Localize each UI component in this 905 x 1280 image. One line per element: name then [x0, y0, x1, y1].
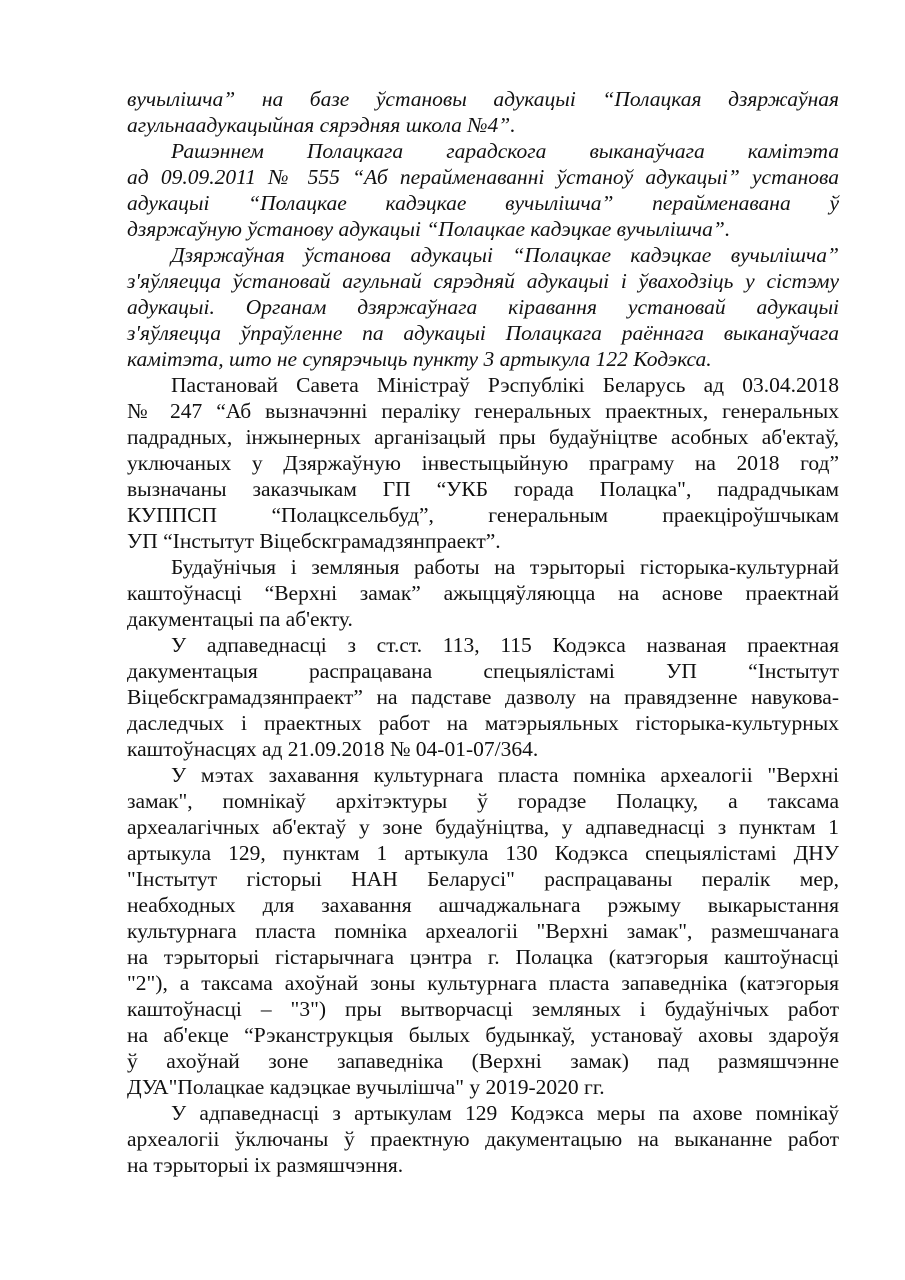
- text-line: археалогіі ўключаны ў праектную дакументацыю на выкананне работ: [127, 1127, 839, 1151]
- text-line: У адпаведнасці з ст.ст. 113, 115 Кодэкса названая праектная: [171, 633, 839, 657]
- text-line: каштоўнасці – "3") пры вытворчасці земляных і будаўнічых работ: [127, 997, 839, 1021]
- text-line: неабходных для захавання ашчаджальнага рэжыму выкарыстання: [127, 893, 839, 917]
- paragraph: [127, 86, 839, 138]
- text-line: на тэрыторыі іх размяшчэння.: [127, 1153, 404, 1177]
- text-line: агульнаадукацыйная сярэдняя школа №4”.: [127, 113, 516, 137]
- text-line: з'яўляецца ўстановай агульнай сярэдняй адукацыі і ўваходзіць у сістэму: [127, 269, 839, 293]
- text-line: камітэта, што не супярэчыць пункту 3 артыкула 122 Кодэкса.: [127, 347, 712, 371]
- text-line: падрадных, інжынерных арганізацый пры будаўніцтве асобных аб'ектаў,: [127, 425, 839, 449]
- text-line: на аб'екце “Рэканструкцыя былых будынкаў, установаў аховы здароўя: [127, 1023, 839, 1047]
- text-line: дакументацыя распрацавана спецыялістамі УП “Інстытут: [127, 659, 839, 683]
- text-line: Рашэннем Полацкага гарадскога выканаўчага камітэта: [171, 139, 839, 163]
- text-line: ў ахоўнай зоне запаведніка (Верхні замак) пад размяшчэнне: [127, 1049, 839, 1073]
- text-line: культурнага пласта помніка археалогіі "Верхні замак", размешчанага: [127, 919, 839, 943]
- text-line: № 247 “Аб вызначэнні пераліку генеральных праектных, генеральных: [127, 399, 839, 423]
- text-line: каштоўнасцях ад 21.09.2018 № 04-01-07/364.: [127, 737, 539, 761]
- paragraph: [127, 762, 839, 1100]
- text-line: У адпаведнасці з артыкулам 129 Кодэкса меры па ахове помнікаў: [171, 1101, 839, 1125]
- text-line: "2"), а таксама ахоўнай зоны культурнага пласта запаведніка (катэгорыя: [127, 971, 839, 995]
- text-line: артыкула 129, пунктам 1 артыкула 130 Кодэкса спецыялістамі ДНУ: [127, 841, 839, 865]
- text-line: Будаўнічыя і земляныя работы на тэрыторыі гісторыка-культурнай: [171, 555, 839, 579]
- text-line: ад 09.09.2011 № 555 “Аб перайменаванні ўстаноў адукацыі” установа: [127, 165, 839, 189]
- text-line: КУППСП “Полацксельбуд”, генеральным праекціроўшчыкам: [127, 503, 839, 527]
- text-line: адукацыі “Полацкае кадэцкае вучылішча” перайменавана ў: [127, 191, 839, 215]
- text-line: Пастановай Савета Міністраў Рэспублікі Беларусь ад 03.04.2018: [171, 373, 839, 397]
- text-line: вызначаны заказчыкам ГП “УКБ горада Полацка", падрадчыкам: [127, 477, 839, 501]
- text-line: Дзяржаўная ўстанова адукацыі “Полацкае кадэцкае вучылішча”: [171, 243, 839, 267]
- text-line: ДУА"Полацкае кадэцкае вучылішча" у 2019-2020 гг.: [127, 1075, 605, 1099]
- paragraph: [127, 372, 839, 554]
- text-line: археалагічных аб'ектаў у зоне будаўніцтва, у адпаведнасці з пунктам 1: [127, 815, 839, 839]
- text-line: замак", помнікаў архітэктуры ў горадзе Полацку, а таксама: [127, 789, 839, 813]
- text-line: Віцебскграмадзянпраект” на падставе дазволу на правядзенне навукова-: [127, 685, 839, 709]
- text-line: адукацыі. Органам дзяржаўнага кіравання установай адукацыі: [127, 295, 839, 319]
- text-line: дакументацыі па аб'екту.: [127, 607, 353, 631]
- paragraph: [127, 1100, 839, 1178]
- paragraph: [127, 632, 839, 762]
- text-line: уключаных у Дзяржаўную інвестыцыйную праграму на 2018 год”: [127, 451, 839, 475]
- text-line: вучылішча” на базе ўстановы адукацыі “Полацкая дзяржаўная: [127, 87, 839, 111]
- text-line: У мэтах захавання культурнага пласта помніка археалогіі "Верхні: [171, 763, 839, 787]
- text-line: "Інстытут гісторыі НАН Беларусі" распрацаваны пералік мер,: [127, 867, 839, 891]
- paragraph: [127, 138, 839, 242]
- text-line: каштоўнасці “Верхні замак” ажыццяўляюцца на аснове праектнай: [127, 581, 839, 605]
- text-line: даследчых і праектных работ на матэрыяльных гісторыка-культурных: [127, 711, 839, 735]
- text-line: з'яўляецца ўпраўленне па адукацыі Полацкага раённага выканаўчага: [127, 321, 839, 345]
- text-line: УП “Інстытут Віцебскграмадзянпраект”.: [127, 529, 501, 553]
- text-line: дзяржаўную ўстанову адукацыі “Полацкае кадэцкае вучылішча”.: [127, 217, 731, 241]
- paragraph: [127, 554, 839, 632]
- paragraph: [127, 242, 839, 372]
- document-page: [127, 86, 839, 1178]
- text-line: на тэрыторыі гістарычнага цэнтра г. Полацка (катэгорыя каштоўнасці: [127, 945, 839, 969]
